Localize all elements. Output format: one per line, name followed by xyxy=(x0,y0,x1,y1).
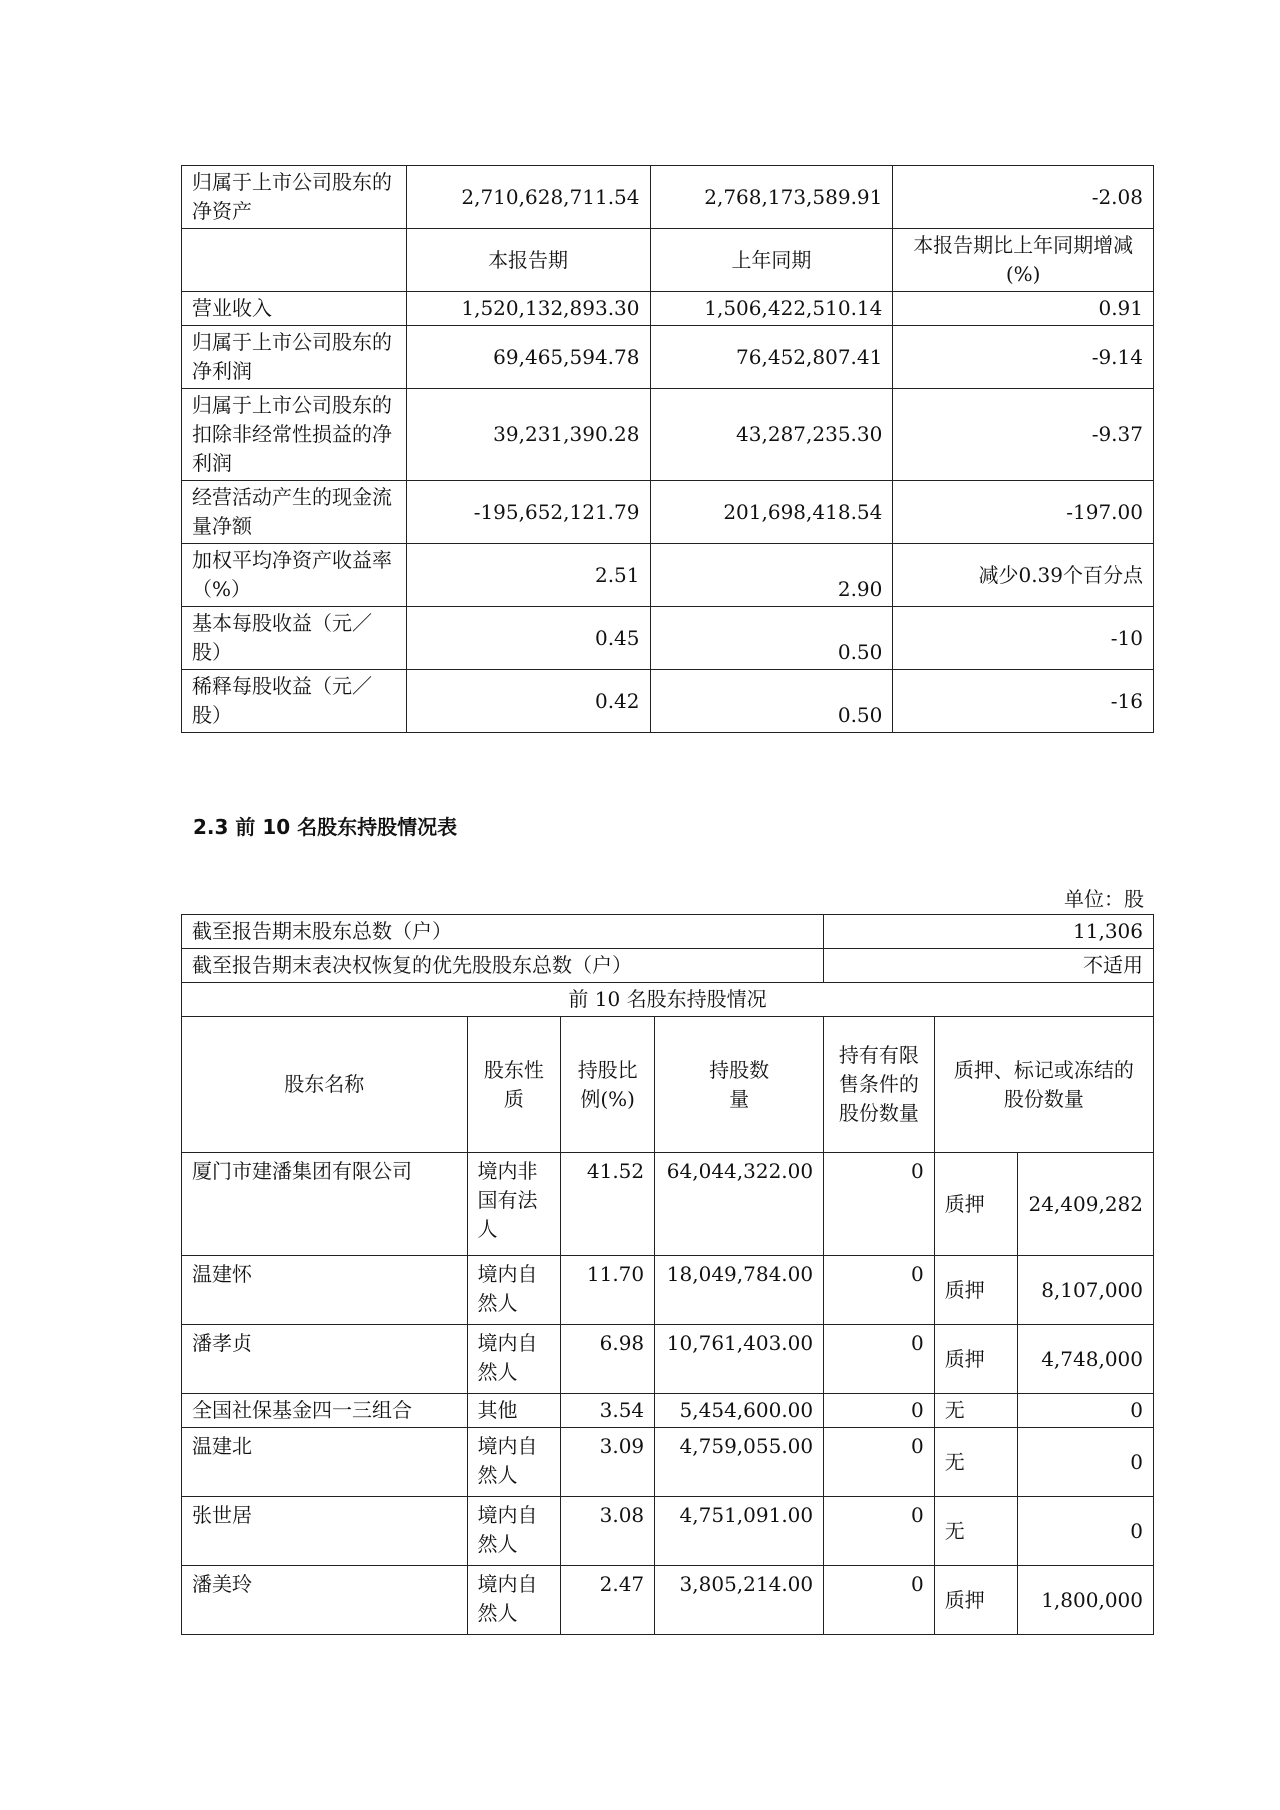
shareholder-nature: 境内自然人 xyxy=(467,1566,561,1635)
row-label: 营业收入 xyxy=(182,292,407,326)
shareholder-name: 潘孝贞 xyxy=(182,1325,468,1394)
pledge-status: 无 xyxy=(934,1428,1018,1497)
row-label: 稀释每股收益（元／股） xyxy=(182,670,407,733)
header-prior: 上年同期 xyxy=(650,229,893,292)
header-nature: 股东性质 xyxy=(467,1017,561,1153)
table-row xyxy=(182,670,1154,733)
subtitle-row xyxy=(182,983,1154,1017)
holding-ratio: 3.54 xyxy=(561,1394,655,1428)
shareholder-name: 全国社保基金四一三组合 xyxy=(182,1394,468,1428)
header-ratio: 持股比例(%) xyxy=(561,1017,655,1153)
total-holders-value: 11,306 xyxy=(824,915,1154,949)
holding-quantity: 4,759,055.00 xyxy=(655,1428,824,1497)
table-row xyxy=(182,1153,1154,1256)
shareholder-table xyxy=(181,914,1154,1635)
pledge-status: 无 xyxy=(934,1394,1018,1428)
holding-ratio: 6.98 xyxy=(561,1325,655,1394)
holding-ratio: 3.09 xyxy=(561,1428,655,1497)
current-value: 69,465,594.78 xyxy=(406,326,650,389)
current-value: 39,231,390.28 xyxy=(406,389,650,481)
table-row xyxy=(182,1497,1154,1566)
shareholder-name: 潘美玲 xyxy=(182,1566,468,1635)
prior-value: 76,452,807.41 xyxy=(650,326,893,389)
table-header-row xyxy=(182,1017,1154,1153)
table-row xyxy=(182,1325,1154,1394)
shareholder-nature: 境内自然人 xyxy=(467,1497,561,1566)
prior-value: 0.50 xyxy=(650,607,893,670)
shareholder-nature: 其他 xyxy=(467,1394,561,1428)
table-row xyxy=(182,166,1154,229)
row-label: 归属于上市公司股东的净利润 xyxy=(182,326,407,389)
change-value: -9.37 xyxy=(893,389,1154,481)
current-value: 2,710,628,711.54 xyxy=(406,166,650,229)
prior-value: 0.50 xyxy=(650,670,893,733)
prior-value: 201,698,418.54 xyxy=(650,481,893,544)
table-row xyxy=(182,1428,1154,1497)
total-holders-label: 截至报告期末股东总数（户） xyxy=(182,915,824,949)
row-label: 经营活动产生的现金流量净额 xyxy=(182,481,407,544)
holding-quantity: 10,761,403.00 xyxy=(655,1325,824,1394)
row-label: 归属于上市公司股东的净资产 xyxy=(182,166,407,229)
holding-quantity: 4,751,091.00 xyxy=(655,1497,824,1566)
table-row xyxy=(182,326,1154,389)
table-row xyxy=(182,1566,1154,1635)
header-name: 股东名称 xyxy=(182,1017,468,1153)
prior-value: 43,287,235.30 xyxy=(650,389,893,481)
change-value: 0.91 xyxy=(893,292,1154,326)
table-row xyxy=(182,544,1154,607)
holding-quantity: 18,049,784.00 xyxy=(655,1256,824,1325)
row-label: 加权平均净资产收益率（%） xyxy=(182,544,407,607)
header-restricted: 持有有限售条件的股份数量 xyxy=(824,1017,935,1153)
row-label: 基本每股收益（元／股） xyxy=(182,607,407,670)
table-row xyxy=(182,1256,1154,1325)
current-value: 0.45 xyxy=(406,607,650,670)
change-value: -2.08 xyxy=(893,166,1154,229)
restricted-shares: 0 xyxy=(824,1256,935,1325)
restricted-shares: 0 xyxy=(824,1325,935,1394)
pledge-status: 质押 xyxy=(934,1153,1018,1256)
summary-row xyxy=(182,949,1154,983)
pledged-shares: 24,409,282 xyxy=(1018,1153,1154,1256)
pledged-shares: 0 xyxy=(1018,1428,1154,1497)
current-value: 0.42 xyxy=(406,670,650,733)
change-value: -197.00 xyxy=(893,481,1154,544)
row-label: 归属于上市公司股东的扣除非经常性损益的净利润 xyxy=(182,389,407,481)
header-blank xyxy=(182,229,407,292)
current-value: 1,520,132,893.30 xyxy=(406,292,650,326)
financial-data-table xyxy=(181,165,1154,733)
restricted-shares: 0 xyxy=(824,1566,935,1635)
preferred-holders-value: 不适用 xyxy=(824,949,1154,983)
table-row xyxy=(182,292,1154,326)
table-row xyxy=(182,389,1154,481)
holding-ratio: 2.47 xyxy=(561,1566,655,1635)
prior-value: 2,768,173,589.91 xyxy=(650,166,893,229)
table-row xyxy=(182,1394,1154,1428)
restricted-shares: 0 xyxy=(824,1153,935,1256)
pledged-shares: 8,107,000 xyxy=(1018,1256,1154,1325)
current-value: 2.51 xyxy=(406,544,650,607)
pledge-status: 质押 xyxy=(934,1256,1018,1325)
pledge-status: 无 xyxy=(934,1497,1018,1566)
shareholder-nature: 境内非国有法人 xyxy=(467,1153,561,1256)
pledged-shares: 4,748,000 xyxy=(1018,1325,1154,1394)
summary-row xyxy=(182,915,1154,949)
change-value: -16 xyxy=(893,670,1154,733)
table-row xyxy=(182,481,1154,544)
table-row xyxy=(182,607,1154,670)
prior-value: 2.90 xyxy=(650,544,893,607)
prior-value: 1,506,422,510.14 xyxy=(650,292,893,326)
change-value: 减少0.39个百分点 xyxy=(893,544,1154,607)
shareholder-name: 温建北 xyxy=(182,1428,468,1497)
holding-quantity: 64,044,322.00 xyxy=(655,1153,824,1256)
holding-ratio: 11.70 xyxy=(561,1256,655,1325)
restricted-shares: 0 xyxy=(824,1428,935,1497)
header-quantity: 持股数量 xyxy=(655,1017,824,1153)
table-subtitle: 前 10 名股东持股情况 xyxy=(182,983,1154,1017)
change-value: -10 xyxy=(893,607,1154,670)
shareholder-name: 温建怀 xyxy=(182,1256,468,1325)
pledged-shares: 0 xyxy=(1018,1394,1154,1428)
header-current: 本报告期 xyxy=(406,229,650,292)
section-heading: 2.3 前 10 名股东持股情况表 xyxy=(193,815,458,839)
restricted-shares: 0 xyxy=(824,1394,935,1428)
holding-quantity: 5,454,600.00 xyxy=(655,1394,824,1428)
current-value: -195,652,121.79 xyxy=(406,481,650,544)
pledge-status: 质押 xyxy=(934,1325,1018,1394)
holding-ratio: 3.08 xyxy=(561,1497,655,1566)
header-change: 本报告期比上年同期增减(%) xyxy=(893,229,1154,292)
restricted-shares: 0 xyxy=(824,1497,935,1566)
change-value: -9.14 xyxy=(893,326,1154,389)
table-header-row xyxy=(182,229,1154,292)
holding-ratio: 41.52 xyxy=(561,1153,655,1256)
pledged-shares: 1,800,000 xyxy=(1018,1566,1154,1635)
header-pledge: 质押、标记或冻结的股份数量 xyxy=(934,1017,1153,1153)
unit-label: 单位：股 xyxy=(1064,887,1144,911)
pledge-status: 质押 xyxy=(934,1566,1018,1635)
shareholder-name: 厦门市建潘集团有限公司 xyxy=(182,1153,468,1256)
shareholder-nature: 境内自然人 xyxy=(467,1325,561,1394)
holding-quantity: 3,805,214.00 xyxy=(655,1566,824,1635)
preferred-holders-label: 截至报告期末表决权恢复的优先股股东总数（户） xyxy=(182,949,824,983)
pledged-shares: 0 xyxy=(1018,1497,1154,1566)
shareholder-nature: 境内自然人 xyxy=(467,1256,561,1325)
shareholder-nature: 境内自然人 xyxy=(467,1428,561,1497)
shareholder-name: 张世居 xyxy=(182,1497,468,1566)
